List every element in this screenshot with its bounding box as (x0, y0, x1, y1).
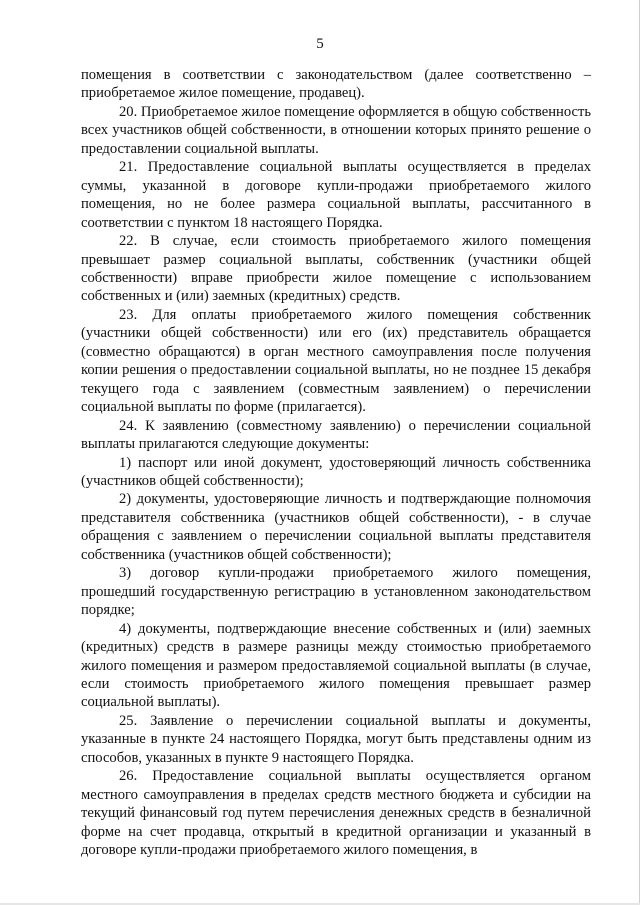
paragraph-item-26: 26. Предоставление социальной выплаты осуществляется органом местного самоуправления в пределах средств местного бюджета и субсидии на текущий финансовый год путем перечисления денежных средств в безналичной форме на счет продавца, открытый в кредитной организации и указанный в договоре купли-продажи приобретаемого жилого помещения, в (81, 768, 591, 859)
page-number: 5 (316, 36, 324, 52)
paragraph-item-20: 20. Приобретаемое жилое помещение оформляется в общую собственность всех участников общей собственности, в отношении которых принято решение о предоставлении социальной выплаты. (81, 103, 591, 157)
paragraph-subitem-2: 2) документы, удостоверяющие личность и подтверждающие полномочия представителя собственника (участников общей собственности), - в случае обращения с заявлением о перечислении социальной выплаты представителя собственника (участников общей собственности); (81, 491, 591, 563)
paragraph-subitem-4: 4) документы, подтверждающие внесение собственных и (или) заемных (кредитных) средств в размере разницы между стоимостью приобретаемого жилого помещения и размером предоставляемой социальной выплаты (в случае, если стоимость приобретаемого жилого помещения превышает размер социальной выплаты). (81, 620, 591, 711)
paragraph-item-23: 23. Для оплаты приобретаемого жилого помещения собственник (участники общей собственности) или его (их) представитель обращается (совместно обращаются) в орган местного самоуправления после получения копии решения о предоставлении социальной выплаты, но не позднее 15 декабря текущего года с заявлением (совместным заявлением) о перечислении социальной выплаты по форме (прилагается). (81, 306, 591, 416)
document-body (81, 66, 591, 859)
paragraph-item-25: 25. Заявление о перечислении социальной выплаты и документы, указанные в пункте 24 настоящего Порядка, могут быть представлены одним из способов, указанных в пункте 9 настоящего Порядка. (81, 712, 591, 766)
paragraph-subitem-1: 1) паспорт или иной документ, удостоверяющий личность собственника (участников общей собственности); (81, 454, 591, 489)
paragraph-continuation: помещения в соответствии с законодательством (далее соответственно – приобретаемое жилое помещение, продавец). (81, 67, 591, 102)
paragraph-item-24: 24. К заявлению (совместному заявлению) о перечислении социальной выплаты прилагаются следующие документы: (81, 417, 591, 453)
paragraph-item-21: 21. Предоставление социальной выплаты осуществляется в пределах суммы, указанной в договоре купли-продажи приобретаемого жилого помещения, но не более размера социальной выплаты, рассчитанного в соответствии с пунктом 18 настоящего Порядка. (81, 159, 591, 231)
paragraph-item-22: 22. В случае, если стоимость приобретаемого жилого помещения превышает размер социальной выплаты, собственник (участники общей собственности) вправе приобрести жилое помещение с использованием собственных и (или) заемных (кредитных) средств. (81, 233, 591, 305)
paragraph-subitem-3: 3) договор купли-продажи приобретаемого жилого помещения, прошедший государственную регистрацию в установленном законодательством порядке; (81, 565, 591, 619)
